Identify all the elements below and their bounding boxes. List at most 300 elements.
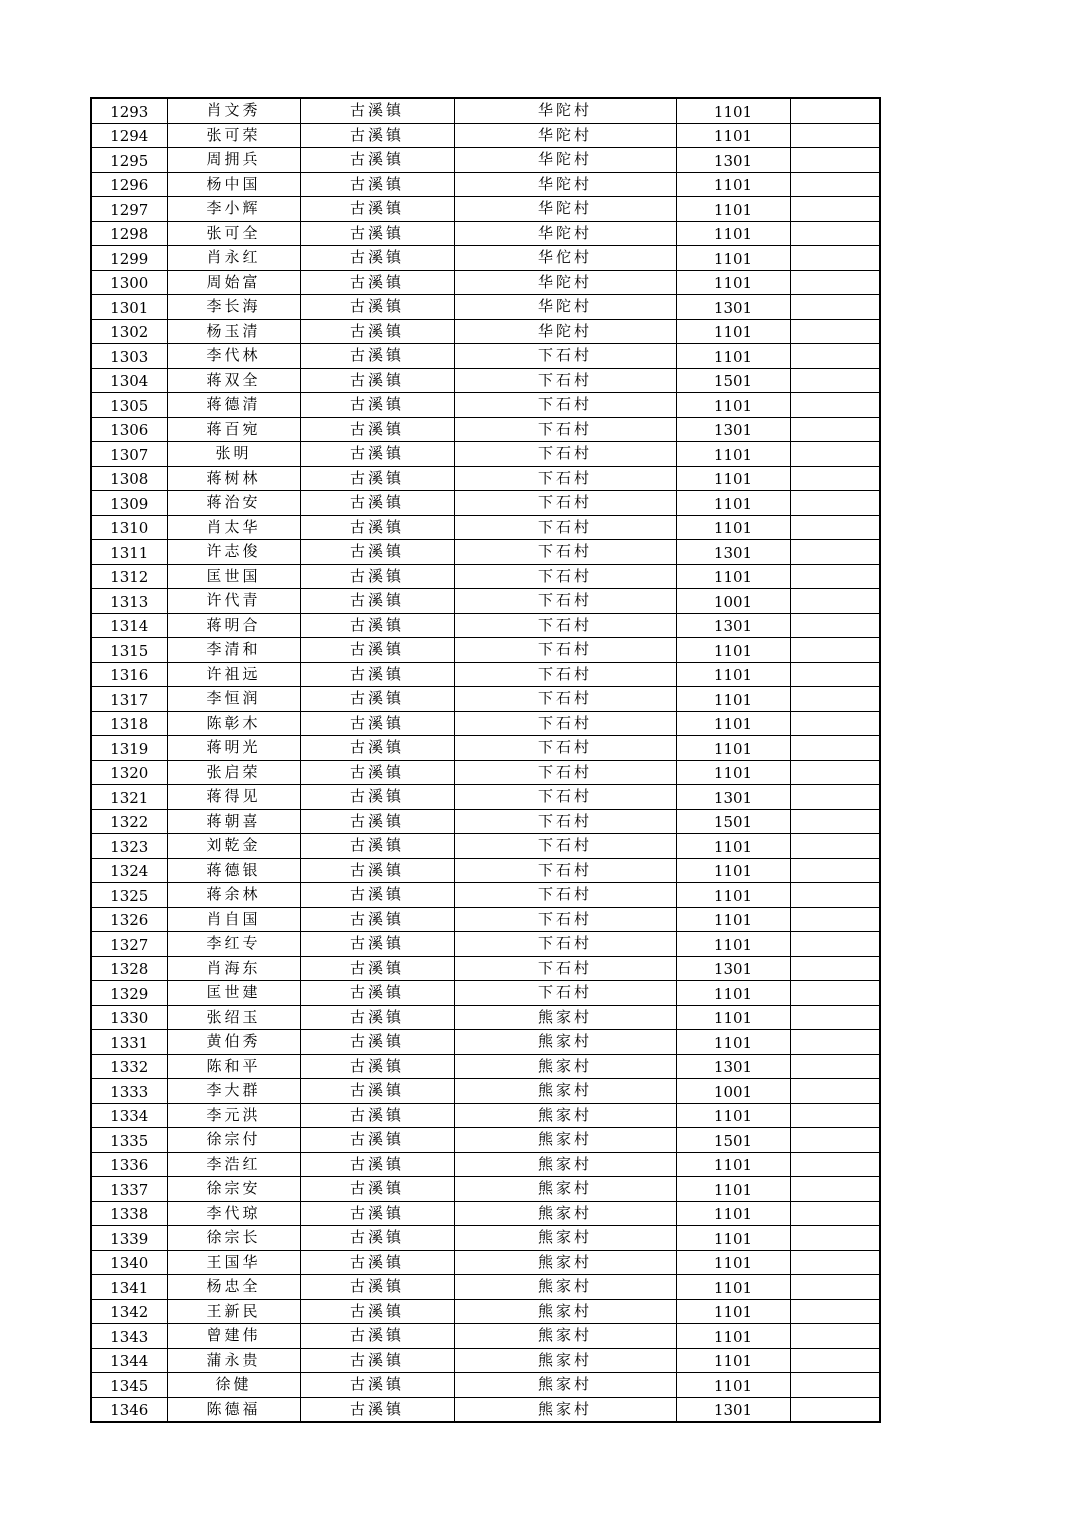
village-cell: 下石村 xyxy=(454,907,676,932)
village-cell: 熊家村 xyxy=(454,1103,676,1128)
note-cell xyxy=(790,907,880,932)
town-cell: 古溪镇 xyxy=(300,1103,454,1128)
code-cell: 1101 xyxy=(676,221,790,246)
village-cell: 华陀村 xyxy=(454,123,676,148)
village-cell: 华陀村 xyxy=(454,295,676,320)
note-cell xyxy=(790,1299,880,1324)
note-cell xyxy=(790,270,880,295)
note-cell xyxy=(790,1324,880,1349)
table-row xyxy=(91,613,880,638)
note-cell xyxy=(790,1275,880,1300)
note-cell xyxy=(790,442,880,467)
note-cell xyxy=(790,1030,880,1055)
record-table xyxy=(90,97,881,1423)
town-cell: 古溪镇 xyxy=(300,491,454,516)
name-cell: 李小辉 xyxy=(167,197,300,222)
code-cell: 1101 xyxy=(676,319,790,344)
village-cell: 熊家村 xyxy=(454,1152,676,1177)
row-number-cell: 1299 xyxy=(91,246,167,271)
village-cell: 熊家村 xyxy=(454,1324,676,1349)
table-row xyxy=(91,1373,880,1398)
table-row xyxy=(91,295,880,320)
town-cell: 古溪镇 xyxy=(300,834,454,859)
town-cell: 古溪镇 xyxy=(300,711,454,736)
row-number-cell: 1344 xyxy=(91,1348,167,1373)
note-cell xyxy=(790,1250,880,1275)
row-number-cell: 1331 xyxy=(91,1030,167,1055)
town-cell: 古溪镇 xyxy=(300,515,454,540)
table-row xyxy=(91,344,880,369)
row-number-cell: 1294 xyxy=(91,123,167,148)
note-cell xyxy=(790,515,880,540)
row-number-cell: 1330 xyxy=(91,1005,167,1030)
code-cell: 1101 xyxy=(676,981,790,1006)
code-cell: 1501 xyxy=(676,1128,790,1153)
village-cell: 华陀村 xyxy=(454,148,676,173)
row-number-cell: 1308 xyxy=(91,466,167,491)
note-cell xyxy=(790,1201,880,1226)
name-cell: 匡世建 xyxy=(167,981,300,1006)
row-number-cell: 1318 xyxy=(91,711,167,736)
row-number-cell: 1303 xyxy=(91,344,167,369)
code-cell: 1101 xyxy=(676,858,790,883)
table-row xyxy=(91,1054,880,1079)
code-cell: 1501 xyxy=(676,809,790,834)
table-row xyxy=(91,662,880,687)
code-cell: 1101 xyxy=(676,1324,790,1349)
name-cell: 肖永红 xyxy=(167,246,300,271)
name-cell: 王国华 xyxy=(167,1250,300,1275)
row-number-cell: 1332 xyxy=(91,1054,167,1079)
row-number-cell: 1310 xyxy=(91,515,167,540)
village-cell: 下石村 xyxy=(454,466,676,491)
code-cell: 1101 xyxy=(676,393,790,418)
village-cell: 下石村 xyxy=(454,785,676,810)
town-cell: 古溪镇 xyxy=(300,1373,454,1398)
town-cell: 古溪镇 xyxy=(300,295,454,320)
note-cell xyxy=(790,1103,880,1128)
note-cell xyxy=(790,834,880,859)
town-cell: 古溪镇 xyxy=(300,123,454,148)
name-cell: 徐宗付 xyxy=(167,1128,300,1153)
code-cell: 1101 xyxy=(676,1030,790,1055)
table-row xyxy=(91,123,880,148)
row-number-cell: 1317 xyxy=(91,687,167,712)
table-row xyxy=(91,417,880,442)
code-cell: 1101 xyxy=(676,1103,790,1128)
name-cell: 张明 xyxy=(167,442,300,467)
table-row xyxy=(91,1397,880,1422)
note-cell xyxy=(790,638,880,663)
code-cell: 1101 xyxy=(676,1373,790,1398)
note-cell xyxy=(790,736,880,761)
town-cell: 古溪镇 xyxy=(300,1030,454,1055)
name-cell: 蒋得见 xyxy=(167,785,300,810)
village-cell: 下石村 xyxy=(454,540,676,565)
name-cell: 蒲永贵 xyxy=(167,1348,300,1373)
table-row xyxy=(91,736,880,761)
table-row xyxy=(91,393,880,418)
row-number-cell: 1316 xyxy=(91,662,167,687)
code-cell: 1101 xyxy=(676,197,790,222)
town-cell: 古溪镇 xyxy=(300,344,454,369)
row-number-cell: 1339 xyxy=(91,1226,167,1251)
note-cell xyxy=(790,1005,880,1030)
row-number-cell: 1307 xyxy=(91,442,167,467)
note-cell xyxy=(790,858,880,883)
row-number-cell: 1328 xyxy=(91,956,167,981)
note-cell xyxy=(790,956,880,981)
row-number-cell: 1302 xyxy=(91,319,167,344)
town-cell: 古溪镇 xyxy=(300,564,454,589)
code-cell: 1301 xyxy=(676,956,790,981)
name-cell: 徐宗长 xyxy=(167,1226,300,1251)
name-cell: 蒋双全 xyxy=(167,368,300,393)
code-cell: 1301 xyxy=(676,540,790,565)
row-number-cell: 1296 xyxy=(91,172,167,197)
table-row xyxy=(91,1030,880,1055)
note-cell xyxy=(790,540,880,565)
row-number-cell: 1312 xyxy=(91,564,167,589)
table-row xyxy=(91,1324,880,1349)
town-cell: 古溪镇 xyxy=(300,1250,454,1275)
code-cell: 1101 xyxy=(676,883,790,908)
code-cell: 1101 xyxy=(676,907,790,932)
town-cell: 古溪镇 xyxy=(300,98,454,123)
note-cell xyxy=(790,662,880,687)
note-cell xyxy=(790,589,880,614)
name-cell: 肖海东 xyxy=(167,956,300,981)
row-number-cell: 1342 xyxy=(91,1299,167,1324)
name-cell: 张启荣 xyxy=(167,760,300,785)
note-cell xyxy=(790,1152,880,1177)
code-cell: 1101 xyxy=(676,1226,790,1251)
name-cell: 李代林 xyxy=(167,344,300,369)
note-cell xyxy=(790,1128,880,1153)
table-row xyxy=(91,540,880,565)
row-number-cell: 1297 xyxy=(91,197,167,222)
table-row xyxy=(91,858,880,883)
code-cell: 1101 xyxy=(676,1348,790,1373)
code-cell: 1301 xyxy=(676,785,790,810)
town-cell: 古溪镇 xyxy=(300,368,454,393)
name-cell: 蒋余林 xyxy=(167,883,300,908)
note-cell xyxy=(790,172,880,197)
table-row xyxy=(91,466,880,491)
name-cell: 蒋治安 xyxy=(167,491,300,516)
code-cell: 1101 xyxy=(676,246,790,271)
note-cell xyxy=(790,687,880,712)
table-row xyxy=(91,564,880,589)
village-cell: 熊家村 xyxy=(454,1373,676,1398)
table-row xyxy=(91,711,880,736)
row-number-cell: 1327 xyxy=(91,932,167,957)
table-row xyxy=(91,785,880,810)
note-cell xyxy=(790,123,880,148)
code-cell: 1301 xyxy=(676,1054,790,1079)
table-row xyxy=(91,687,880,712)
town-cell: 古溪镇 xyxy=(300,1201,454,1226)
note-cell xyxy=(790,491,880,516)
row-number-cell: 1305 xyxy=(91,393,167,418)
note-cell xyxy=(790,711,880,736)
table-row xyxy=(91,1128,880,1153)
name-cell: 蒋明光 xyxy=(167,736,300,761)
code-cell: 1101 xyxy=(676,687,790,712)
village-cell: 华陀村 xyxy=(454,197,676,222)
town-cell: 古溪镇 xyxy=(300,613,454,638)
name-cell: 徐健 xyxy=(167,1373,300,1398)
town-cell: 古溪镇 xyxy=(300,956,454,981)
code-cell: 1101 xyxy=(676,564,790,589)
village-cell: 华陀村 xyxy=(454,319,676,344)
note-cell xyxy=(790,148,880,173)
table-row xyxy=(91,1177,880,1202)
village-cell: 华佗村 xyxy=(454,246,676,271)
table-row xyxy=(91,221,880,246)
table-row xyxy=(91,1275,880,1300)
name-cell: 匡世国 xyxy=(167,564,300,589)
table-row xyxy=(91,956,880,981)
row-number-cell: 1314 xyxy=(91,613,167,638)
row-number-cell: 1324 xyxy=(91,858,167,883)
village-cell: 下石村 xyxy=(454,711,676,736)
row-number-cell: 1320 xyxy=(91,760,167,785)
name-cell: 肖太华 xyxy=(167,515,300,540)
town-cell: 古溪镇 xyxy=(300,1348,454,1373)
town-cell: 古溪镇 xyxy=(300,1226,454,1251)
table-row xyxy=(91,172,880,197)
code-cell: 1101 xyxy=(676,98,790,123)
table-row xyxy=(91,1299,880,1324)
village-cell: 下石村 xyxy=(454,858,676,883)
code-cell: 1101 xyxy=(676,1275,790,1300)
row-number-cell: 1343 xyxy=(91,1324,167,1349)
village-cell: 下石村 xyxy=(454,393,676,418)
town-cell: 古溪镇 xyxy=(300,1324,454,1349)
name-cell: 肖文秀 xyxy=(167,98,300,123)
table-row xyxy=(91,1079,880,1104)
village-cell: 下石村 xyxy=(454,417,676,442)
name-cell: 周始富 xyxy=(167,270,300,295)
note-cell xyxy=(790,368,880,393)
name-cell: 蒋德银 xyxy=(167,858,300,883)
village-cell: 熊家村 xyxy=(454,1054,676,1079)
town-cell: 古溪镇 xyxy=(300,148,454,173)
note-cell xyxy=(790,1177,880,1202)
table-row xyxy=(91,1250,880,1275)
row-number-cell: 1334 xyxy=(91,1103,167,1128)
note-cell xyxy=(790,1373,880,1398)
town-cell: 古溪镇 xyxy=(300,319,454,344)
table-row xyxy=(91,638,880,663)
town-cell: 古溪镇 xyxy=(300,1079,454,1104)
note-cell xyxy=(790,883,880,908)
village-cell: 下石村 xyxy=(454,981,676,1006)
row-number-cell: 1309 xyxy=(91,491,167,516)
code-cell: 1101 xyxy=(676,736,790,761)
code-cell: 1301 xyxy=(676,1397,790,1422)
name-cell: 杨中国 xyxy=(167,172,300,197)
note-cell xyxy=(790,564,880,589)
row-number-cell: 1315 xyxy=(91,638,167,663)
row-number-cell: 1333 xyxy=(91,1079,167,1104)
row-number-cell: 1337 xyxy=(91,1177,167,1202)
row-number-cell: 1329 xyxy=(91,981,167,1006)
row-number-cell: 1295 xyxy=(91,148,167,173)
village-cell: 熊家村 xyxy=(454,1275,676,1300)
note-cell xyxy=(790,809,880,834)
table-row xyxy=(91,368,880,393)
note-cell xyxy=(790,785,880,810)
row-number-cell: 1346 xyxy=(91,1397,167,1422)
table-row xyxy=(91,148,880,173)
town-cell: 古溪镇 xyxy=(300,736,454,761)
table-row xyxy=(91,883,880,908)
village-cell: 下石村 xyxy=(454,515,676,540)
table-row xyxy=(91,442,880,467)
name-cell: 陈彰木 xyxy=(167,711,300,736)
table-row xyxy=(91,932,880,957)
town-cell: 古溪镇 xyxy=(300,981,454,1006)
row-number-cell: 1341 xyxy=(91,1275,167,1300)
code-cell: 1101 xyxy=(676,932,790,957)
town-cell: 古溪镇 xyxy=(300,270,454,295)
row-number-cell: 1325 xyxy=(91,883,167,908)
note-cell xyxy=(790,98,880,123)
name-cell: 曾建伟 xyxy=(167,1324,300,1349)
name-cell: 张可荣 xyxy=(167,123,300,148)
village-cell: 下石村 xyxy=(454,687,676,712)
name-cell: 李长海 xyxy=(167,295,300,320)
name-cell: 许代青 xyxy=(167,589,300,614)
name-cell: 肖自国 xyxy=(167,907,300,932)
name-cell: 蒋树林 xyxy=(167,466,300,491)
name-cell: 李浩红 xyxy=(167,1152,300,1177)
town-cell: 古溪镇 xyxy=(300,785,454,810)
note-cell xyxy=(790,344,880,369)
table-row xyxy=(91,1103,880,1128)
name-cell: 刘乾金 xyxy=(167,834,300,859)
village-cell: 下石村 xyxy=(454,613,676,638)
village-cell: 熊家村 xyxy=(454,1177,676,1202)
row-number-cell: 1326 xyxy=(91,907,167,932)
town-cell: 古溪镇 xyxy=(300,197,454,222)
row-number-cell: 1300 xyxy=(91,270,167,295)
village-cell: 下石村 xyxy=(454,344,676,369)
town-cell: 古溪镇 xyxy=(300,1299,454,1324)
village-cell: 下石村 xyxy=(454,368,676,393)
name-cell: 李红专 xyxy=(167,932,300,957)
row-number-cell: 1306 xyxy=(91,417,167,442)
town-cell: 古溪镇 xyxy=(300,589,454,614)
note-cell xyxy=(790,981,880,1006)
table-row xyxy=(91,246,880,271)
name-cell: 蒋朝喜 xyxy=(167,809,300,834)
name-cell: 王新民 xyxy=(167,1299,300,1324)
village-cell: 下石村 xyxy=(454,662,676,687)
table-row xyxy=(91,981,880,1006)
name-cell: 张可全 xyxy=(167,221,300,246)
code-cell: 1101 xyxy=(676,638,790,663)
note-cell xyxy=(790,197,880,222)
town-cell: 古溪镇 xyxy=(300,172,454,197)
table-row xyxy=(91,1348,880,1373)
row-number-cell: 1293 xyxy=(91,98,167,123)
name-cell: 李元洪 xyxy=(167,1103,300,1128)
note-cell xyxy=(790,417,880,442)
town-cell: 古溪镇 xyxy=(300,1275,454,1300)
name-cell: 李清和 xyxy=(167,638,300,663)
village-cell: 下石村 xyxy=(454,932,676,957)
row-number-cell: 1304 xyxy=(91,368,167,393)
table-row xyxy=(91,589,880,614)
code-cell: 1001 xyxy=(676,1079,790,1104)
row-number-cell: 1345 xyxy=(91,1373,167,1398)
code-cell: 1101 xyxy=(676,515,790,540)
code-cell: 1101 xyxy=(676,1299,790,1324)
code-cell: 1301 xyxy=(676,417,790,442)
table-row xyxy=(91,834,880,859)
village-cell: 熊家村 xyxy=(454,1348,676,1373)
village-cell: 下石村 xyxy=(454,442,676,467)
note-cell xyxy=(790,1054,880,1079)
row-number-cell: 1338 xyxy=(91,1201,167,1226)
village-cell: 下石村 xyxy=(454,956,676,981)
village-cell: 下石村 xyxy=(454,564,676,589)
code-cell: 1101 xyxy=(676,834,790,859)
note-cell xyxy=(790,221,880,246)
name-cell: 陈德福 xyxy=(167,1397,300,1422)
name-cell: 杨忠全 xyxy=(167,1275,300,1300)
town-cell: 古溪镇 xyxy=(300,442,454,467)
row-number-cell: 1340 xyxy=(91,1250,167,1275)
town-cell: 古溪镇 xyxy=(300,221,454,246)
row-number-cell: 1301 xyxy=(91,295,167,320)
village-cell: 熊家村 xyxy=(454,1397,676,1422)
code-cell: 1101 xyxy=(676,344,790,369)
town-cell: 古溪镇 xyxy=(300,417,454,442)
town-cell: 古溪镇 xyxy=(300,638,454,663)
town-cell: 古溪镇 xyxy=(300,246,454,271)
note-cell xyxy=(790,295,880,320)
code-cell: 1101 xyxy=(676,172,790,197)
name-cell: 蒋德清 xyxy=(167,393,300,418)
town-cell: 古溪镇 xyxy=(300,687,454,712)
town-cell: 古溪镇 xyxy=(300,858,454,883)
table-row xyxy=(91,760,880,785)
name-cell: 许祖远 xyxy=(167,662,300,687)
code-cell: 1101 xyxy=(676,491,790,516)
table-row xyxy=(91,907,880,932)
table-row xyxy=(91,98,880,123)
note-cell xyxy=(790,932,880,957)
village-cell: 熊家村 xyxy=(454,1030,676,1055)
row-number-cell: 1298 xyxy=(91,221,167,246)
table-row xyxy=(91,197,880,222)
village-cell: 熊家村 xyxy=(454,1079,676,1104)
town-cell: 古溪镇 xyxy=(300,760,454,785)
name-cell: 许志俊 xyxy=(167,540,300,565)
town-cell: 古溪镇 xyxy=(300,809,454,834)
town-cell: 古溪镇 xyxy=(300,466,454,491)
code-cell: 1101 xyxy=(676,1005,790,1030)
village-cell: 下石村 xyxy=(454,834,676,859)
table-row xyxy=(91,1201,880,1226)
name-cell: 周拥兵 xyxy=(167,148,300,173)
village-cell: 下石村 xyxy=(454,491,676,516)
code-cell: 1501 xyxy=(676,368,790,393)
